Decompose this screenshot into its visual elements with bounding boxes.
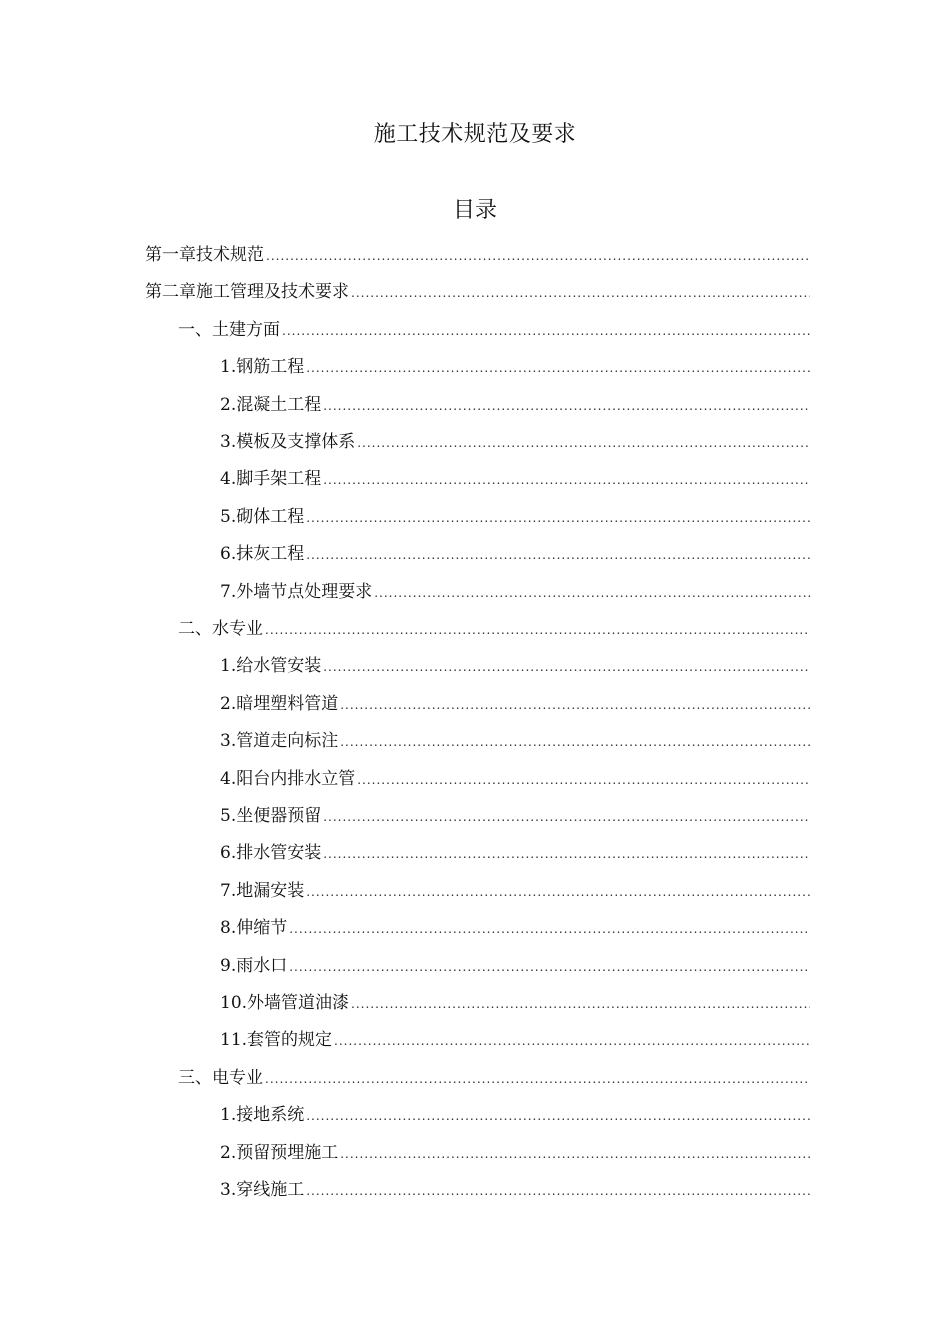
dot-leader [340,690,810,719]
dot-leader [306,1176,810,1205]
toc-entry-item[interactable] [220,352,810,382]
toc-entry-number: 6. [220,544,237,564]
toc-entry-number: 7. [220,881,237,901]
dot-leader [306,353,810,382]
toc-entry-number: 5. [220,507,237,527]
dot-leader [265,615,810,644]
toc-entry-item[interactable] [220,838,810,868]
dot-leader [357,765,810,794]
dot-leader [266,241,810,270]
toc-entry-item[interactable] [220,502,810,532]
dot-leader [289,914,810,943]
toc-entry-number: 第一章 [145,245,196,265]
toc-entry-number: 8. [220,918,237,938]
dot-leader [306,877,810,906]
dot-leader [323,839,810,868]
toc-entry-number: 4. [220,769,237,789]
toc-entry-item[interactable] [220,539,810,569]
toc-entry-title: 预留预埋施工 [236,1143,339,1163]
toc-entry-item[interactable] [220,801,810,831]
toc-entry-title: 雨水口 [236,956,288,976]
toc-entry-number: 11. [220,1030,248,1050]
toc-entry-item[interactable] [220,988,810,1018]
toc-entry-title: 套管的规定 [247,1030,333,1050]
toc-entry-number: 3. [220,1180,237,1200]
toc-entry-title: 二、水专业 [178,619,263,639]
toc-entry-number: 1. [220,656,237,676]
dot-leader [282,316,810,345]
toc-entry-title: 脚手架工程 [236,469,322,489]
dot-leader [306,1101,810,1130]
toc-entry-title: 模板及支撑体系 [236,432,356,452]
toc-entry-title: 接地系统 [236,1105,305,1125]
toc-entry-title: 暗埋塑料管道 [236,694,339,714]
toc-entry-title: 技术规范 [196,245,264,265]
toc-entry-title: 施工管理及技术要求 [196,282,349,302]
toc-entry-item[interactable] [220,726,810,756]
dot-leader [357,428,810,457]
toc-entry-title: 给水管安装 [236,656,322,676]
toc-entry-number: 7. [220,582,237,602]
document-title: 施工技术规范及要求 [373,122,577,147]
dot-leader [351,989,810,1018]
toc-entry-number: 9. [220,956,237,976]
toc-entry-section[interactable] [178,315,810,345]
dot-leader [351,278,810,307]
toc-entry-number: 4. [220,469,237,489]
toc-entry-number: 6. [220,843,237,863]
toc-entry-title: 阳台内排水立管 [236,769,356,789]
dot-leader [340,727,810,756]
toc-entry-title: 穿线施工 [236,1180,305,1200]
toc-entry-section[interactable] [178,614,810,644]
toc-entry-title: 伸缩节 [236,918,288,938]
toc-entry-item[interactable] [220,876,810,906]
dot-leader [323,802,810,831]
toc-entry-number: 2. [220,395,237,415]
toc-entry-title: 排水管安装 [236,843,322,863]
dot-leader [306,540,810,569]
toc-entry-number: 第二章 [145,282,196,302]
toc-entry-number: 2. [220,1143,237,1163]
toc-entry-title: 抹灰工程 [236,544,305,564]
toc-entry-section[interactable] [178,1063,810,1093]
toc-entry-item[interactable] [220,951,810,981]
dot-leader [340,1139,810,1168]
toc-entry-title: 砌体工程 [236,507,305,527]
dot-leader [323,391,810,420]
toc-entry-item[interactable] [220,464,810,494]
dot-leader [334,1026,810,1055]
dot-leader [306,503,810,532]
toc-entry-item[interactable] [220,651,810,681]
toc-entry-title: 混凝土工程 [236,395,322,415]
toc-entry-title: 外墙节点处理要求 [236,582,373,602]
toc-entry-number: 1. [220,1105,237,1125]
toc-entry-number: 3. [220,432,237,452]
toc-entry-chapter[interactable] [145,240,810,270]
toc-entry-item[interactable] [220,764,810,794]
toc-entry-number: 2. [220,694,237,714]
toc-entry-number: 5. [220,806,237,826]
toc-entry-title: 三、电专业 [178,1068,263,1088]
toc-entry-number: 10. [220,993,248,1013]
toc-entry-number: 3. [220,731,237,751]
toc-entry-item[interactable] [220,913,810,943]
dot-leader [289,952,810,981]
dot-leader [323,465,810,494]
toc-entry-item[interactable] [220,689,810,719]
toc-entry-chapter[interactable] [145,277,810,307]
toc-entry-item[interactable] [220,1025,810,1055]
toc-heading: 目录 [452,198,497,223]
toc-entry-number: 1. [220,357,237,377]
toc-entry-item[interactable] [220,577,810,607]
toc-entry-item[interactable] [220,390,810,420]
dot-leader [265,1064,810,1093]
toc-entry-item[interactable] [220,1175,810,1205]
toc-entry-title: 钢筋工程 [236,357,305,377]
dot-leader [323,652,810,681]
toc-entry-title: 一、土建方面 [178,320,280,340]
toc-entry-title: 管道走向标注 [236,731,339,751]
toc-entry-item[interactable] [220,1100,810,1130]
toc-entry-item[interactable] [220,1138,810,1168]
toc-entry-item[interactable] [220,427,810,457]
dot-leader [374,578,810,607]
toc-entry-title: 坐便器预留 [236,806,322,826]
toc-entry-title: 地漏安装 [236,881,305,901]
toc-entry-title: 外墙管道油漆 [247,993,350,1013]
